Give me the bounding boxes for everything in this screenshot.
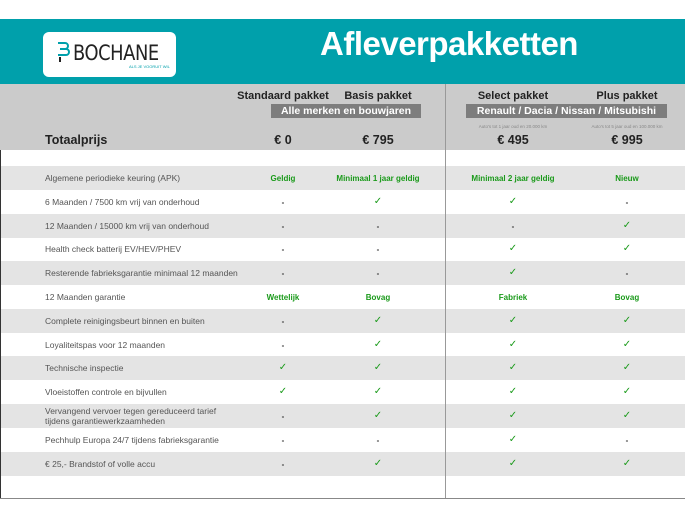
- row-label: Algemene periodieke keuring (APK): [45, 173, 181, 183]
- row-label: 6 Maanden / 7500 km vrij van onderhoud: [45, 196, 200, 207]
- check-icon: ✓: [622, 338, 632, 350]
- package-price: € 995: [611, 133, 643, 147]
- table-row: [0, 166, 685, 190]
- check-icon: ✓: [622, 362, 632, 374]
- check-icon: ✓: [508, 338, 518, 350]
- dash-value: -: [376, 221, 380, 231]
- table-row: [0, 333, 685, 357]
- brand-name: BOCHANE: [73, 41, 159, 65]
- check-icon: ✓: [508, 433, 518, 445]
- row-value: Bovag: [365, 293, 391, 302]
- table-border: [0, 150, 1, 498]
- table-row: [0, 356, 685, 380]
- row-label: Vloeistoffen controle en bijvullen: [45, 387, 167, 398]
- total-label: Totaalprijs: [45, 133, 108, 147]
- brand-band: Alle merken en bouwjaren: [271, 104, 421, 118]
- dash-value: -: [281, 340, 285, 350]
- dash-value: -: [625, 269, 629, 279]
- page-title: Afleverpakketten: [320, 25, 578, 62]
- dash-value: -: [625, 435, 629, 445]
- check-icon: ✓: [508, 457, 518, 469]
- table-row: [0, 261, 685, 285]
- check-icon: ✓: [373, 457, 383, 469]
- row-value: Bovag: [614, 293, 640, 302]
- check-icon: ✓: [622, 219, 632, 231]
- table-row: [0, 214, 685, 238]
- dash-value: -: [281, 459, 285, 469]
- package-name: Select pakket: [477, 90, 549, 102]
- row-label: Complete reinigingsbeurt binnen en buiten: [45, 315, 205, 326]
- package-name: Plus pakket: [596, 90, 658, 102]
- brand-band: Renault / Dacia / Nissan / Mitsubishi: [466, 104, 667, 118]
- row-value: Minimaal 2 jaar geldig: [471, 174, 555, 183]
- check-icon: ✓: [373, 362, 383, 374]
- dash-value: -: [281, 197, 285, 207]
- row-value: Minimaal 1 jaar geldig: [336, 174, 420, 183]
- dash-value: -: [281, 221, 285, 231]
- table-row: [0, 237, 685, 261]
- table-border: [0, 498, 685, 499]
- table-row: [0, 452, 685, 476]
- table-row: [0, 428, 685, 452]
- row-label: Loyaliteitspas voor 12 maanden: [45, 339, 166, 350]
- row-label: 12 Maanden / 15000 km vrij van onderhoud: [45, 220, 209, 231]
- check-icon: ✓: [373, 338, 383, 350]
- logo-mark-icon: [56, 41, 70, 63]
- row-value: Nieuw: [615, 174, 639, 183]
- check-icon: ✓: [373, 386, 383, 398]
- package-name: Standaard pakket: [237, 90, 329, 102]
- check-icon: ✓: [508, 243, 518, 255]
- package-price: € 0: [274, 133, 292, 147]
- package-name: Basis pakket: [344, 90, 412, 102]
- dash-value: -: [281, 269, 285, 279]
- check-icon: ✓: [622, 243, 632, 255]
- dash-value: -: [625, 197, 629, 207]
- check-icon: ✓: [508, 267, 518, 279]
- check-icon: ✓: [622, 386, 632, 398]
- table-row: [0, 190, 685, 214]
- package-price: € 795: [362, 133, 394, 147]
- check-icon: ✓: [373, 410, 383, 421]
- row-value: Fabriek: [498, 293, 528, 302]
- table-row: [0, 404, 685, 428]
- check-icon: ✓: [373, 314, 383, 326]
- row-label: € 25,- Brandstof of volle accu: [45, 458, 156, 469]
- check-icon: ✓: [508, 410, 518, 421]
- check-icon: ✓: [278, 362, 288, 374]
- check-icon: ✓: [622, 314, 632, 326]
- dash-value: -: [376, 269, 380, 279]
- dash-value: -: [281, 435, 285, 445]
- check-icon: ✓: [508, 386, 518, 398]
- row-label: Technische inspectie: [45, 363, 124, 374]
- table-row: [0, 309, 685, 333]
- dash-value: -: [281, 245, 285, 255]
- package-note: Auto's tot 1 jaar oud en 20.000 km: [478, 124, 548, 129]
- logo: [43, 32, 176, 77]
- row-label: Vervangend vervoer tegen gereduceerd tarief tijdens garantiewerkzaamheden: [45, 406, 217, 426]
- check-icon: ✓: [373, 195, 383, 207]
- check-icon: ✓: [622, 457, 632, 469]
- check-icon: ✓: [622, 410, 632, 421]
- check-icon: ✓: [508, 314, 518, 326]
- row-label: Health check batterij EV/HEV/PHEV: [45, 244, 182, 255]
- row-label: 12 Maanden garantie: [45, 292, 126, 302]
- package-price: € 495: [497, 133, 529, 147]
- row-label: Pechhulp Europa 24/7 tijdens fabrieksgarantie: [45, 434, 219, 445]
- row-value: Wettelijk: [266, 293, 300, 302]
- header-banner: [0, 19, 685, 84]
- check-icon: ✓: [278, 386, 288, 398]
- dash-value: -: [376, 245, 380, 255]
- dash-value: -: [281, 316, 285, 326]
- table-row: [0, 285, 685, 309]
- row-value: Geldig: [270, 174, 296, 183]
- dash-value: -: [511, 221, 515, 231]
- column-divider: [445, 84, 446, 498]
- check-icon: ✓: [508, 362, 518, 374]
- package-note: Auto's tot 5 jaar oud en 100.000 km: [591, 124, 663, 129]
- brand-tagline: ALS JE VOORUIT WIL: [129, 64, 170, 69]
- dash-value: -: [376, 435, 380, 445]
- table-row: [0, 380, 685, 404]
- dash-value: -: [281, 412, 285, 421]
- row-label: Resterende fabrieksgarantie minimaal 12 maanden: [45, 268, 238, 279]
- check-icon: ✓: [508, 195, 518, 207]
